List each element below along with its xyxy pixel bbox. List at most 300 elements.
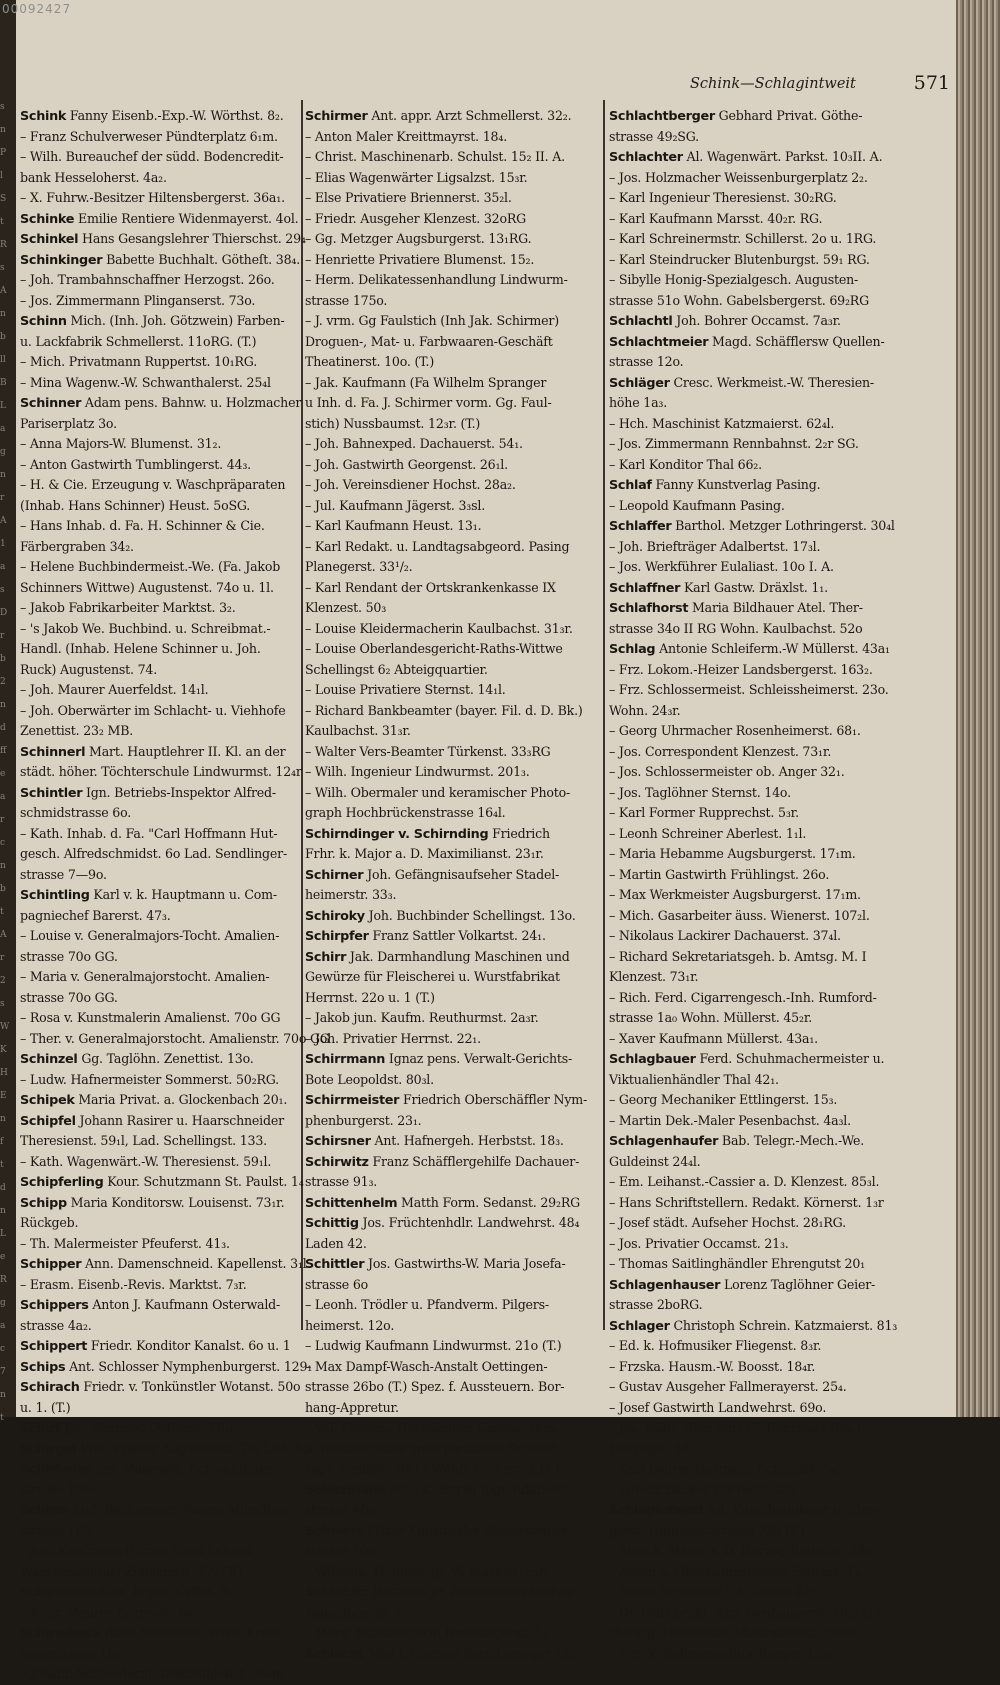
- entry-line: [305, 1336, 600, 1357]
- entry-text: – X. Fuhrw.-Besitzer Hiltensbergerst. 36a₁.: [20, 190, 285, 205]
- entry-text: – Lorenz Bäcker Görresst. 43₃.: [609, 1481, 799, 1497]
- entry-line: [609, 1008, 961, 1029]
- entry-line: [609, 803, 961, 824]
- entry-text: strasse 105: [20, 1522, 92, 1538]
- entry-text: Herrnst. 22o u. 1 (T.): [305, 989, 435, 1005]
- entry-line: [609, 1111, 961, 1132]
- gutter-char: n: [0, 1390, 6, 1400]
- gutter-char: a: [0, 562, 6, 572]
- entry-text: strasse 4a₂.: [20, 1317, 92, 1333]
- entry-text: höhe 1a₃.: [609, 395, 668, 410]
- entry-line: [609, 127, 961, 148]
- entry-line: [20, 557, 300, 578]
- entry-line: [609, 619, 961, 640]
- entry-head-line: [609, 1049, 961, 1070]
- entry-text: Herzogst. 36₁.: [609, 1440, 698, 1456]
- surname-heading: Schirrmann: [305, 1052, 386, 1067]
- entry-line: [20, 1234, 300, 1255]
- entry-head-line: [609, 311, 961, 332]
- surname-heading: Schittenhelm: [305, 1195, 398, 1211]
- entry-line: [305, 127, 600, 148]
- entry-text: Joh. Bohrer Occamst. 7a₃r.: [672, 313, 841, 328]
- gutter-char: r: [0, 493, 5, 503]
- entry-text: – H. & Cie. Erzeugung v. Waschpräparaten: [20, 477, 286, 492]
- entry-line: [609, 762, 961, 783]
- entry-line: [609, 1521, 961, 1542]
- entry-text: – Mina Wagenw.-W. Schwanthalerst. 25₄l: [20, 374, 271, 390]
- entry-line: [20, 147, 300, 168]
- surname-heading: Schlaffner: [609, 580, 681, 596]
- entry-head-line: [305, 906, 600, 927]
- entry-line: [305, 1398, 600, 1419]
- entry-text: – Friedr. Ausgeher Klenzest. 32oRG: [305, 210, 526, 226]
- entry-text: Joh. Schmied Oefelest. 10₁r.: [60, 1420, 238, 1435]
- gutter-char: e: [0, 1252, 6, 1262]
- entry-text: Maria Privat. a. Glockenbach 20₁.: [74, 1092, 288, 1107]
- surname-heading: Schirm: [20, 1503, 69, 1518]
- entry-text: Ant. Hafnergeh. Herbstst. 18₃.: [370, 1133, 564, 1148]
- entry-text: – Anton Taglöhner i. b. Grube 42₂.: [609, 1584, 820, 1599]
- entry-text: – Herm. Delikatessenhandlung Lindwurm-: [305, 272, 568, 287]
- entry-line: [305, 578, 600, 599]
- entry-text: – Leonh. Trödler u. Pfandverm. Pilgers-: [305, 1297, 549, 1312]
- entry-head-line: [609, 106, 961, 127]
- entry-head-line: [20, 742, 300, 763]
- entry-line: [305, 1377, 600, 1398]
- gutter-char: 2: [0, 976, 6, 986]
- entry-text: strasse 175o.: [305, 292, 388, 308]
- entry-line: [609, 701, 961, 722]
- entry-head-line: [20, 1049, 300, 1070]
- entry-line: [305, 250, 600, 271]
- entry-text: – Helene Buchbindermeist.-We. (Fa. Jakob: [20, 559, 281, 574]
- entry-text: giess. Humboldtstrasse 22o (T.): [609, 1522, 805, 1538]
- entry-line: [20, 967, 300, 988]
- gutter-char: E: [0, 1091, 7, 1101]
- entry-head-line: [20, 885, 300, 906]
- entry-head-line: [20, 1193, 300, 1214]
- entry-text: Ferd. Schuhmachermeister u.: [695, 1051, 885, 1066]
- surname-heading: Schinkinger: [20, 252, 103, 268]
- entry-text: Frhr. k. Major a. D. Maximilianst. 23₁r.: [305, 846, 544, 861]
- entry-line: [609, 209, 961, 230]
- entry-text: Joh. Gefängnisaufseher Stadel-: [363, 866, 560, 882]
- entry-head-line: [20, 1090, 300, 1111]
- entry-text: Adam pens. Bahnw. u. Holzmacher: [81, 395, 302, 410]
- entry-line: [20, 865, 300, 886]
- entry-text: – Karl Former Rupprechst. 5₃r.: [609, 805, 799, 820]
- surname-heading: Schipek: [20, 1093, 75, 1108]
- entry-line: [609, 680, 961, 701]
- entry-text: Jos. Früchtenhdlr. Landwehrst. 48₄: [358, 1215, 580, 1230]
- entry-line: [20, 1541, 300, 1562]
- gutter-char: t: [0, 217, 4, 227]
- entry-text: strasse 2boRG.: [609, 1297, 703, 1312]
- entry-line: [20, 270, 300, 291]
- entry-head-line: [609, 516, 961, 537]
- entry-text: Barthol. Metzger Lothringerst. 30₄l: [671, 518, 895, 533]
- entry-text: städt. höher. Töchterschule Lindwurmst. 12₄r: [20, 764, 302, 779]
- entry-line: [609, 967, 961, 988]
- entry-text: – Ed. k. Hofmusiker Fliegenst. 8₃r.: [609, 1338, 822, 1353]
- entry-head-line: [609, 332, 961, 353]
- entry-line: [305, 209, 600, 230]
- entry-head-line: [305, 1644, 600, 1665]
- entry-line: [609, 1336, 961, 1357]
- entry-text: – Kath. Wagenwärt.-W. Theresienst. 59₁l.: [20, 1153, 272, 1169]
- surname-heading: Schlagenhaufer: [609, 1134, 719, 1149]
- entry-text: – Konr. Maurer Görresst. 6o.: [20, 1604, 197, 1620]
- entry-line: [609, 270, 961, 291]
- entry-head-line: [20, 250, 300, 271]
- entry-text: – Joh. Privatier Herrnst. 22₁.: [305, 1030, 481, 1046]
- entry-text: phenburgerst. 23₁.: [305, 1112, 422, 1128]
- entry-line: [20, 1480, 300, 1501]
- entry-head-line: [305, 1213, 600, 1234]
- entry-line: [609, 1398, 961, 1419]
- entry-line: [609, 557, 961, 578]
- entry-line: [609, 1295, 961, 1316]
- entry-text: Karl v. k. Hauptmann u. Com-: [89, 887, 277, 902]
- surname-heading: Schlagintweit: [609, 1503, 704, 1518]
- entry-text: – Richard Sekretariatsgeh. b. Amtsg. M. I: [609, 948, 867, 964]
- entry-line: [20, 1603, 300, 1624]
- surname-heading: Schirgel: [20, 1441, 77, 1457]
- entry-line: [305, 332, 600, 353]
- entry-head-line: [20, 1439, 315, 1460]
- entry-text: Lorenz Taglöhner Geier-: [720, 1276, 876, 1292]
- gutter-char: d: [0, 1183, 6, 1193]
- entry-line: [609, 1603, 961, 1624]
- entry-text: Emilie Rentiere Widenmayerst. 4ol.: [74, 210, 299, 226]
- entry-text: – Joh. Briefträger Adalbertst. 17₃l.: [609, 538, 821, 554]
- gutter-char: a: [0, 424, 6, 434]
- entry-text: – Nikolaus Lackirer Dachauerst. 37₄l.: [609, 928, 841, 943]
- entry-text: Jos. Malergeh. Schwanthaler-: [92, 1461, 280, 1476]
- entry-text: (Inhab. Hans Schinner) Heust. 5oSG.: [20, 497, 251, 513]
- entry-text: – Karl Kaufmann Marsst. 40₂r. RG.: [609, 210, 823, 226]
- entry-head-line: [20, 1500, 300, 1521]
- entry-line: [20, 1521, 300, 1542]
- surname-heading: Schlager: [609, 1318, 670, 1334]
- entry-line: [609, 393, 961, 414]
- surname-heading: Schips: [20, 1359, 66, 1375]
- entry-text: – Jos. Taglöhner Sternst. 14o.: [609, 784, 791, 800]
- surname-heading: Schintling: [20, 888, 90, 903]
- entry-text: Laden 42.: [305, 1235, 367, 1251]
- entry-head-line: [305, 1131, 600, 1152]
- entry-text: Klenzest. 73₁r.: [609, 969, 699, 984]
- entry-text: – Max Werkmeister Augsburgerst. 17₁m.: [609, 887, 861, 902]
- entry-text: Theatinerst. 10o. (T.): [305, 354, 435, 369]
- surname-heading: Schittig: [305, 1216, 359, 1231]
- entry-head-line: [305, 926, 600, 947]
- entry-head-line: [305, 1049, 600, 1070]
- entry-text: Ant. Schlosser Nymphenburgerst. 129₁: [65, 1358, 313, 1374]
- entry-text: u Inh. d. Fa. J. Schirmer vorm. Gg. Faul-: [305, 395, 552, 410]
- entry-head-line: [20, 1254, 311, 1275]
- entry-line: [305, 967, 600, 988]
- entry-text: – Joh. Vereinsdiener Hochst. 28a₂.: [305, 477, 516, 492]
- entry-text: Christoph Schrein. Katzmaierst. 81₃: [669, 1317, 898, 1333]
- entry-text: Bote Leopoldst. 80₃l.: [305, 1071, 434, 1087]
- entry-text: Handl. (Inhab. Helene Schinner u. Joh.: [20, 641, 261, 656]
- entry-text: Al. Wagenwärt. Parkst. 10₃II. A.: [682, 149, 883, 164]
- entry-text: strasse 70o GG.: [20, 948, 118, 964]
- entry-text: – Karl Redakt. u. Landtagsabgeord. Pasing: [305, 538, 570, 554]
- surname-heading: Schlag: [609, 642, 656, 657]
- entry-line: [305, 475, 600, 496]
- entry-line: [305, 619, 600, 640]
- surname-heading: Schlachtmeier: [609, 334, 709, 350]
- entry-text: – Karl Kaufmann Heust. 13₁.: [305, 518, 482, 533]
- entry-line: [305, 516, 600, 537]
- entry-line: [20, 680, 300, 701]
- surname-heading: Schinkel: [20, 232, 79, 247]
- entry-text: – Wilh. Obermaler und keramischer Photo-: [305, 784, 571, 800]
- surname-heading: Schitzmann: [305, 1482, 387, 1498]
- entry-line: [609, 844, 961, 865]
- entry-line: [20, 1213, 300, 1234]
- entry-text: – Jos. Holzmacher Weissenburgerplatz 2₂.: [609, 169, 868, 185]
- entry-line: [609, 1152, 961, 1173]
- gutter-char: t: [0, 1413, 4, 1423]
- entry-line: [609, 1562, 961, 1583]
- gutter-char: b: [0, 884, 6, 894]
- entry-head-line: [20, 783, 300, 804]
- entry-text: Schellingst 6₂ Abteigquartier.: [305, 661, 488, 677]
- entry-line: [609, 1234, 961, 1255]
- surname-heading: Schlachtl: [609, 314, 673, 329]
- entry-text: u. Besitzer einer transportablen Schneid-: [305, 1440, 562, 1456]
- adjacent-page-fragment: [0, 96, 16, 1423]
- scan-id: 00092427: [2, 2, 72, 16]
- entry-text: Fanny Eisenb.-Exp.-W. Wörthst. 8₂.: [66, 108, 284, 123]
- entry-line: [305, 1172, 600, 1193]
- entry-text: Babette Buchhalt. Götheſt. 38₄.: [102, 251, 301, 267]
- entry-text: – Mich. Gasarbeiter äuss. Wienerst. 107₂l.: [609, 907, 870, 923]
- entry-line: [609, 1357, 961, 1378]
- directory-column-3: [609, 106, 961, 1661]
- surname-heading: Schinzel: [20, 1052, 78, 1067]
- entry-text: – Mich. Privatmann Ruppertst. 10₁RG.: [20, 354, 258, 369]
- entry-line: [20, 578, 300, 599]
- entry-line: [305, 885, 600, 906]
- entry-text: – Gustav Ausgeher Fallmerayerst. 25₄.: [609, 1379, 847, 1394]
- entry-text: Ant. appr. Arzt Schmellerst. 32₂.: [367, 108, 572, 123]
- entry-text: strasse 1a₀ Wohn. Müllerst. 45₂r.: [609, 1010, 813, 1025]
- surname-heading: Schirf: [20, 1421, 61, 1436]
- entry-line: [20, 824, 300, 845]
- entry-text: – Val. Flossm., Holzhändler Gasthausbes.: [305, 1420, 560, 1435]
- entry-line: [305, 1295, 600, 1316]
- entry-text: Franz Schäfflergehilfe Dachauer-: [368, 1153, 580, 1169]
- entry-head-line: [609, 475, 961, 496]
- entry-head-line: [609, 578, 961, 599]
- entry-text: – Wilh. Ingenieur Lindwurmst. 201₃.: [305, 764, 530, 779]
- entry-head-line: [305, 1480, 600, 1501]
- entry-head-line: [305, 1193, 600, 1214]
- entry-line: [609, 1418, 961, 1439]
- surname-heading: Schirach: [20, 1380, 80, 1395]
- entry-text: – Jakob Fabrikarbeiter Marktst. 3₂.: [20, 600, 236, 615]
- surname-heading: Schirrmeister: [305, 1093, 400, 1108]
- entry-text: – Karl Schreinermstr. Schillerst. 2o u. 1RG.: [609, 231, 877, 246]
- entry-text: Planegerst. 33¹/₂.: [305, 559, 413, 574]
- entry-text: Gg. Taglöhn. Zenettist. 13o.: [77, 1051, 254, 1066]
- entry-text: – Jos. Privatier Occamst. 21₃.: [609, 1235, 789, 1251]
- entry-head-line: [20, 1623, 300, 1644]
- entry-text: Ad. Kunstbauglaser u. Zinn-: [703, 1502, 881, 1517]
- gutter-char: P: [0, 148, 7, 158]
- entry-head-line: [20, 1377, 300, 1398]
- entry-line: [305, 147, 600, 168]
- entry-line: [20, 516, 300, 537]
- entry-text: Friedr. Konditor Kanalst. 6o u. 1: [87, 1338, 291, 1353]
- surname-heading: Schintler: [20, 785, 83, 801]
- entry-line: [20, 926, 300, 947]
- entry-head-line: [609, 639, 961, 660]
- entry-text: Franz Sattler Volkartst. 24₁.: [368, 928, 546, 943]
- surname-heading: Schivert: [305, 1523, 363, 1539]
- page-header: [690, 72, 950, 102]
- entry-text: – Jakob jun. Kaufm. Reuthurmst. 2a₃r.: [305, 1010, 539, 1025]
- entry-text: Jos. Gastwirths-W. Maria Josefa-: [364, 1256, 566, 1271]
- entry-line: [609, 1029, 961, 1050]
- entry-text: – Joh. Kaufmann (Firma Hans Schirm: [20, 1543, 252, 1558]
- column-rule: [301, 100, 303, 1330]
- gutter-char: r: [0, 953, 5, 963]
- entry-text: heimerstr. 33₃.: [305, 887, 397, 902]
- gutter-char: H: [0, 1068, 8, 1078]
- entry-line: [20, 1029, 330, 1050]
- entry-text: pagniechef Barerst. 47₃.: [20, 907, 171, 923]
- entry-text: Matth Form. Sedanst. 29₂RG: [397, 1194, 580, 1210]
- directory-column-2: [305, 106, 600, 1662]
- entry-text: – Frz. X. Bahnexpeditor Rappst 10₃r.: [609, 1645, 835, 1661]
- surname-heading: Schinke: [20, 211, 75, 227]
- entry-line: [609, 537, 961, 558]
- entry-head-line: [609, 598, 961, 619]
- gutter-char: s: [0, 263, 5, 273]
- entry-text: Karl Gastw. Dräxlst. 1₁.: [680, 579, 828, 595]
- entry-text: Antonie Schleiferm.-W Müllerst. 43a₁: [655, 641, 890, 656]
- entry-line: [20, 1275, 300, 1296]
- gutter-char: L: [0, 401, 6, 411]
- entry-line: [20, 127, 300, 148]
- entry-line: [609, 865, 961, 886]
- entry-line: [609, 188, 961, 209]
- entry-line: [20, 475, 300, 496]
- entry-text: Friedrich Oberschäffler Nym-: [399, 1092, 588, 1107]
- entry-line: [20, 455, 300, 476]
- entry-line: [305, 1234, 600, 1255]
- entry-line: [609, 352, 961, 373]
- surname-heading: Schippert: [20, 1339, 88, 1354]
- entry-line: [609, 496, 961, 517]
- entry-text: Färbergraben 34₂.: [20, 538, 134, 554]
- entry-text: strasse 6o: [305, 1276, 369, 1292]
- entry-line: [20, 496, 300, 517]
- gutter-char: l: [0, 171, 3, 181]
- entry-text: gesch. Alfredschmidst. 6o Lad. Sendlinger-: [20, 846, 288, 861]
- left-gutter: [0, 0, 16, 1423]
- gutter-char: c: [0, 838, 6, 848]
- entry-line: [609, 291, 961, 312]
- entry-text: – Xaver Kaufmann Müllerst. 43a₁.: [609, 1030, 818, 1046]
- gutter-char: ll: [0, 355, 6, 365]
- entry-text: strasse 12o.: [609, 354, 684, 369]
- entry-line: [305, 742, 600, 763]
- entry-line: [305, 168, 600, 189]
- entry-text: – Karl Lehrer Hermann Schmidst. 5₄r.: [609, 1461, 844, 1476]
- entry-text: Ann. Damenschneid. Kapellenst. 3₁l.: [81, 1256, 311, 1271]
- gutter-char: n: [0, 470, 6, 480]
- entry-head-line: [305, 1152, 600, 1173]
- entry-line: [609, 885, 961, 906]
- entry-line: [305, 1500, 600, 1521]
- entry-text: – Gg. Metzger Augsburgerst. 13₁RG.: [305, 231, 532, 246]
- entry-text: – Anna Majors-W. Blumenst. 31₂.: [20, 436, 222, 451]
- entry-line: [609, 1623, 961, 1644]
- entry-line: [20, 373, 300, 394]
- entry-text: Guldeinst 24₄l.: [609, 1153, 701, 1169]
- entry-text: – Christ. Maschinenarb. Schulst. 15₂ II. A.: [305, 149, 565, 164]
- entry-text: Hermine pr. Rittmeisters-Wittwe: [368, 1584, 574, 1599]
- entry-text: Mart. Hauptlehrer II. Kl. an der: [85, 743, 286, 759]
- entry-text: mayrstrasse 16₃.: [20, 1645, 124, 1661]
- entry-text: Gebhard Privat. Göthe-: [714, 108, 863, 123]
- gutter-char: L: [0, 1229, 6, 1239]
- surname-heading: Schlabitz: [305, 1585, 369, 1600]
- surname-heading: Schinner: [20, 396, 82, 411]
- entry-head-line: [20, 1582, 300, 1603]
- entry-line: [609, 229, 961, 250]
- entry-text: – Georg Mechaniker Ettlingerst. 15₃.: [609, 1092, 838, 1107]
- entry-text: u. 1. (T.): [20, 1399, 71, 1415]
- entry-text: – 's Jakob We. Buchbind. u. Schreibmat.-: [20, 620, 271, 636]
- gutter-char: f: [0, 1137, 4, 1147]
- entry-text: – Maria v. Generalmajorstocht. Amalien-: [20, 969, 270, 984]
- entry-line: [609, 1644, 961, 1665]
- entry-text: – Henriette Privatiere Blumenst. 15₂.: [305, 251, 535, 267]
- entry-text: Hans Gesangslehrer Thierschst. 29₄: [78, 231, 306, 246]
- entry-text: – Louise Privatiere Sternst. 14₁l.: [305, 682, 506, 697]
- gutter-char: s: [0, 999, 5, 1009]
- entry-line: [609, 783, 961, 804]
- entry-line: [20, 352, 300, 373]
- entry-line: [609, 1070, 961, 1091]
- entry-line: [609, 721, 961, 742]
- entry-text: – J. vrm. Gg Faulstich (Inh Jak. Schirmer): [305, 313, 559, 328]
- entry-text: – Alois k. Major a. D. Herzog Rudolfst. 28₃.: [609, 1543, 874, 1558]
- entry-text: – Th. Malermeister Pfeuferst. 41₃.: [20, 1235, 230, 1251]
- gutter-char: B: [0, 378, 7, 388]
- entry-text: Bab. Telegr.-Mech.-We.: [718, 1133, 865, 1148]
- entry-text: – Wilh. Bureauchef der südd. Bodencredit-: [20, 149, 284, 164]
- gutter-char: n: [0, 700, 6, 710]
- entry-line: [20, 803, 300, 824]
- surname-heading: Schlaffer: [609, 519, 672, 534]
- surname-heading: Schirwitz: [305, 1154, 369, 1170]
- entry-text: – Rosa v. Kunstmalerin Amalienst. 70o GG: [20, 1010, 281, 1025]
- entry-head-line: [20, 393, 300, 414]
- surname-heading: Schinn: [20, 314, 67, 329]
- entry-line: [20, 188, 300, 209]
- surname-heading: Schippers: [20, 1298, 89, 1313]
- entry-head-line: [305, 1582, 600, 1603]
- entry-text: Friedr. v. Tonkünstler Wotanst. 50o: [79, 1379, 301, 1394]
